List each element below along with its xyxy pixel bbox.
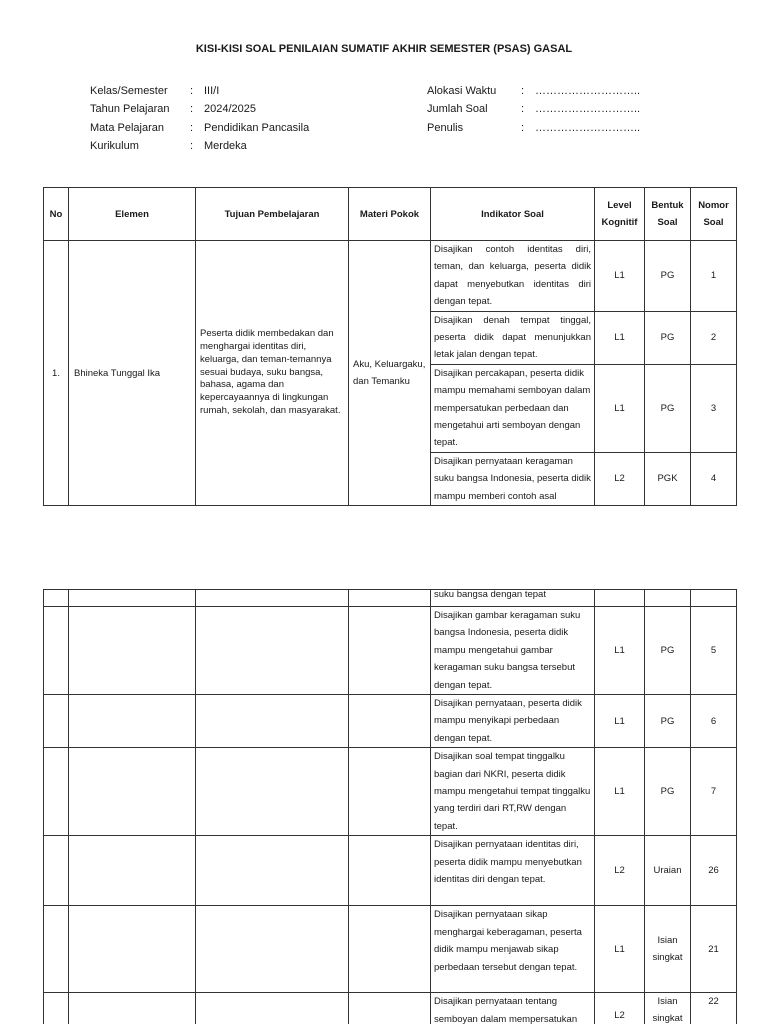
level-cell: L1 (595, 241, 645, 312)
level-cell: L1 (595, 364, 645, 452)
nomor-cell: 26 (691, 836, 737, 906)
table-row (44, 906, 737, 993)
nomor-cell: 2 (691, 311, 737, 364)
nomor-cell: 1 (691, 241, 737, 312)
meta-label: Kurikulum (90, 140, 139, 153)
header-materi: Materi Pokok (349, 188, 431, 241)
meta-colon: : (521, 121, 525, 134)
header-indikator: Indikator Soal (431, 188, 595, 241)
nomor-cell: 7 (691, 748, 737, 836)
nomor-cell: 6 (691, 695, 737, 748)
bentuk-cell: PGK (645, 452, 691, 505)
nomor-cell: 5 (691, 607, 737, 695)
kisi-table-page-2 (43, 589, 737, 1024)
elemen-cell: Bhineka Tunggal Ika (69, 241, 196, 506)
meta-label: Penulis (427, 121, 464, 134)
level-cell: L1 (595, 695, 645, 748)
header-level: Level Kognitif (595, 188, 645, 241)
meta-label: Mata Pelajaran (90, 121, 164, 134)
meta-colon: : (190, 140, 194, 153)
meta-right (427, 82, 640, 137)
indikator-cell: Disajikan contoh identitas diri, teman, dan keluarga, peserta didik dapat menyebutkan identitas diri dengan tepat. (431, 241, 595, 312)
level-cell: L2 (595, 452, 645, 505)
bentuk-cell: PG (645, 607, 691, 695)
bentuk-cell: Isian singkat (645, 993, 691, 1024)
header-elemen: Elemen (69, 188, 196, 241)
table-row (44, 993, 737, 1024)
row-number: 1. (44, 241, 69, 506)
indikator-cell: Disajikan pernyataan keragaman suku bangsa Indonesia, peserta didik mampu memberi contoh asal (431, 452, 595, 505)
meta-value: ……………………….. (535, 85, 641, 98)
tujuan-cell: Peserta didik membedakan dan menghargai identitas diri, keluarga, dan teman-temannya sesuai budaya, suku bangsa, bahasa, agama dan kepercayaannya di lingkungan rumah, sekolah, dan masyarakat. (196, 241, 349, 506)
meta-colon: : (521, 85, 525, 98)
header-bentuk: Bentuk Soal (645, 188, 691, 241)
meta-label: Kelas/Semester (90, 85, 168, 98)
level-cell: L1 (595, 906, 645, 993)
indikator-cell: Disajikan denah tempat tinggal, peserta didik dapat menunjukkan letak jalan dengan tepat. (431, 311, 595, 364)
indikator-cell: Disajikan pernyataan, peserta didik mampu menyikapi perbedaan dengan tepat. (431, 695, 595, 748)
meta-row-mapel (90, 119, 309, 137)
meta-value: ……………………….. (535, 103, 641, 116)
meta-value: Merdeka (204, 140, 247, 153)
meta-row-kelas (90, 82, 309, 100)
indikator-cell: Disajikan pernyataan identitas diri, peserta didik mampu menyebutkan identitas diri dengan tepat. (431, 836, 595, 906)
table-row (44, 590, 737, 607)
table-row (44, 607, 737, 695)
materi-cell: Aku, Keluargaku, dan Temanku (349, 241, 431, 506)
meta-left (90, 82, 309, 155)
header-tujuan: Tujuan Pembelajaran (196, 188, 349, 241)
bentuk-cell: Uraian (645, 836, 691, 906)
bentuk-cell: PG (645, 748, 691, 836)
nomor-cell: 3 (691, 364, 737, 452)
meta-value: ……………………….. (535, 121, 641, 134)
nomor-cell: 4 (691, 452, 737, 505)
indikator-cell-continued: suku bangsa dengan tepat (431, 590, 595, 607)
bentuk-cell: PG (645, 364, 691, 452)
bentuk-cell: PG (645, 695, 691, 748)
document-title: KISI-KISI SOAL PENILAIAN SUMATIF AKHIR SEMESTER (PSAS) GASAL (195, 43, 573, 55)
meta-row-alokasi (427, 82, 640, 100)
meta-label: Alokasi Waktu (427, 85, 497, 98)
bentuk-cell: PG (645, 241, 691, 312)
meta-row-penulis (427, 119, 640, 137)
indikator-cell: Disajikan pernyataan sikap menghargai keberagaman, peserta didik mampu menjawab sikap perbedaan tersebut dengan tepat. (431, 906, 595, 993)
bentuk-cell: PG (645, 311, 691, 364)
header-nomor: Nomor Soal (691, 188, 737, 241)
indikator-cell: Disajikan percakapan, peserta didik mampu memahami semboyan dalam mempersatukan perbedaan dan mengetahui arti semboyan dengan tepat. (431, 364, 595, 452)
nomor-cell: 22 (691, 993, 737, 1024)
indikator-cell: Disajikan soal tempat tinggalku bagian dari NKRI, peserta didik mampu mengetahui tempat tinggalku yang terdiri dari RT,RW dengan tepat. (431, 748, 595, 836)
table-row (44, 748, 737, 836)
table-header-row (44, 188, 737, 241)
meta-colon: : (190, 85, 194, 98)
kisi-table-page-1 (43, 187, 737, 506)
level-cell: L1 (595, 311, 645, 364)
level-cell: L2 (595, 993, 645, 1024)
meta-row-kurikulum (90, 137, 309, 155)
table-row (44, 241, 737, 312)
meta-value: III/I (204, 85, 220, 98)
nomor-cell: 21 (691, 906, 737, 993)
indikator-cell: Disajikan gambar keragaman suku bangsa Indonesia, peserta didik mampu mengetahui gambar keragaman suku bangsa tersebut dengan tepat. (431, 607, 595, 695)
meta-row-tahun (90, 100, 309, 118)
table-row (44, 695, 737, 748)
table-row (44, 836, 737, 906)
level-cell: L2 (595, 836, 645, 906)
meta-colon: : (190, 121, 194, 134)
meta-value: Pendidikan Pancasila (204, 121, 310, 134)
level-cell: L1 (595, 607, 645, 695)
meta-label: Jumlah Soal (427, 103, 488, 116)
meta-colon: : (190, 103, 194, 116)
header-no: No (44, 188, 69, 241)
level-cell: L1 (595, 748, 645, 836)
indikator-cell: Disajikan pernyataan tentang semboyan dalam mempersatukan (431, 993, 595, 1024)
meta-value: 2024/2025 (204, 103, 256, 116)
meta-label: Tahun Pelajaran (90, 103, 170, 116)
meta-colon: : (521, 103, 525, 116)
bentuk-cell: Isian singkat (645, 906, 691, 993)
meta-row-jumlah (427, 100, 640, 118)
